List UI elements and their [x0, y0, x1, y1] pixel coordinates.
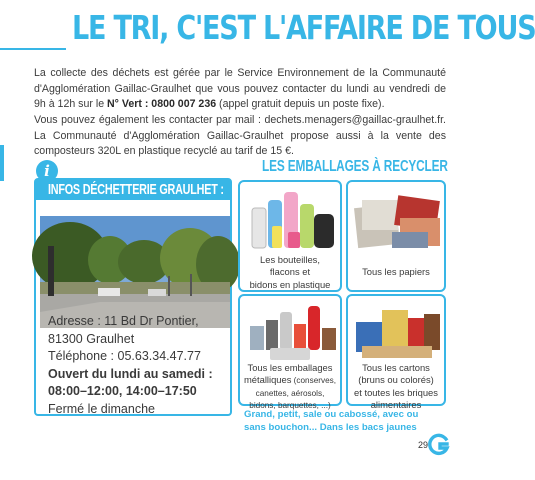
card-4-line-2: (bruns ou colorés)	[358, 374, 434, 386]
card-1-line-2: flacons et	[269, 266, 311, 278]
tagline-line-1: Grand, petit, sale ou cabossé, avec ou	[244, 409, 419, 420]
info-box-header	[36, 180, 230, 200]
card-1-line-1: Les bouteilles,	[260, 254, 320, 265]
hours-heading: Ouvert du lundi au samedi :	[48, 366, 213, 381]
card-cartons	[346, 294, 446, 411]
tagline	[244, 408, 454, 434]
card-4-line-3: et toutes les briques	[354, 386, 438, 398]
card-3-line-4: bidons, barquettes, ...)	[249, 401, 331, 411]
info-box	[34, 178, 232, 416]
intro-text: La collecte des déchets est gérée par le Service Environnement de la Communauté d'Agglomération Gaillac-Graulhet que vous pouvez contacter du lundi au vendredi de 9h à 12h sur le	[34, 67, 446, 111]
card-4-line-1: Tous les cartons	[362, 362, 430, 373]
card-plastic-bottles	[238, 180, 342, 292]
cartons-image	[352, 300, 440, 367]
header	[0, 8, 535, 52]
opening-hours: 08:00–12:00, 14:00–17:50	[48, 384, 197, 399]
card-1-line-3: bidons en plastique	[249, 278, 331, 290]
metal-packaging-image	[244, 300, 336, 367]
card-4-line-4: alimentaires	[370, 399, 422, 411]
card-3-line-2	[240, 374, 340, 387]
page-title: LE TRI, C'EST L'AFFAIRE DE TOUS	[72, 8, 535, 47]
card-3-line-2-main: métalliques	[243, 374, 292, 386]
card-2-line-1: Tous les papiers	[362, 266, 430, 277]
papers-image	[352, 186, 440, 257]
green-number: N° Vert : 0800 007 236	[107, 98, 217, 111]
dechetterie-photo	[40, 216, 230, 328]
intro-text-end: (appel gratuit depuis un poste fixe).	[216, 98, 385, 111]
closed-day: Fermé le dimanche	[48, 401, 155, 416]
side-accent-bar	[0, 145, 4, 181]
address-block	[48, 313, 213, 419]
recycle-section-title: LES EMBALLAGES À RECYCLER	[262, 158, 448, 175]
card-3-line-3: canettes, aérosols,	[255, 388, 325, 398]
plastic-bottles-image	[244, 186, 336, 257]
address-line-1: Adresse : 11 Bd Dr Pontier,	[48, 314, 199, 328]
address-line-2: 81300 Graulhet	[48, 331, 135, 346]
intro-paragraph-2: Vous pouvez également les contacter par mail : dechets.menagers@gaillac-graulhet.fr. La Communauté d'Agglomération Gaillac-Graulhet propose aussi à la vente des composteurs 320L en plastique recyclé au tarif de 15 €.	[34, 114, 446, 158]
title-rule	[0, 48, 66, 50]
phone: Téléphone : 05.63.34.47.77	[48, 349, 201, 364]
intro-paragraph-1	[34, 66, 446, 113]
card-papers	[346, 180, 446, 292]
g-logo-icon	[428, 434, 450, 456]
card-3-line-2-small: (conserves,	[291, 376, 336, 386]
card-3-line-1: Tous les emballages	[247, 362, 333, 373]
info-box-heading: INFOS DÉCHETTERIE GRAULHET :	[48, 181, 224, 198]
info-icon: i	[36, 160, 58, 182]
page-number: 29	[418, 440, 429, 450]
card-metal-packaging	[238, 294, 342, 411]
tagline-line-2: sans bouchon... Dans les bacs jaunes	[244, 422, 417, 433]
